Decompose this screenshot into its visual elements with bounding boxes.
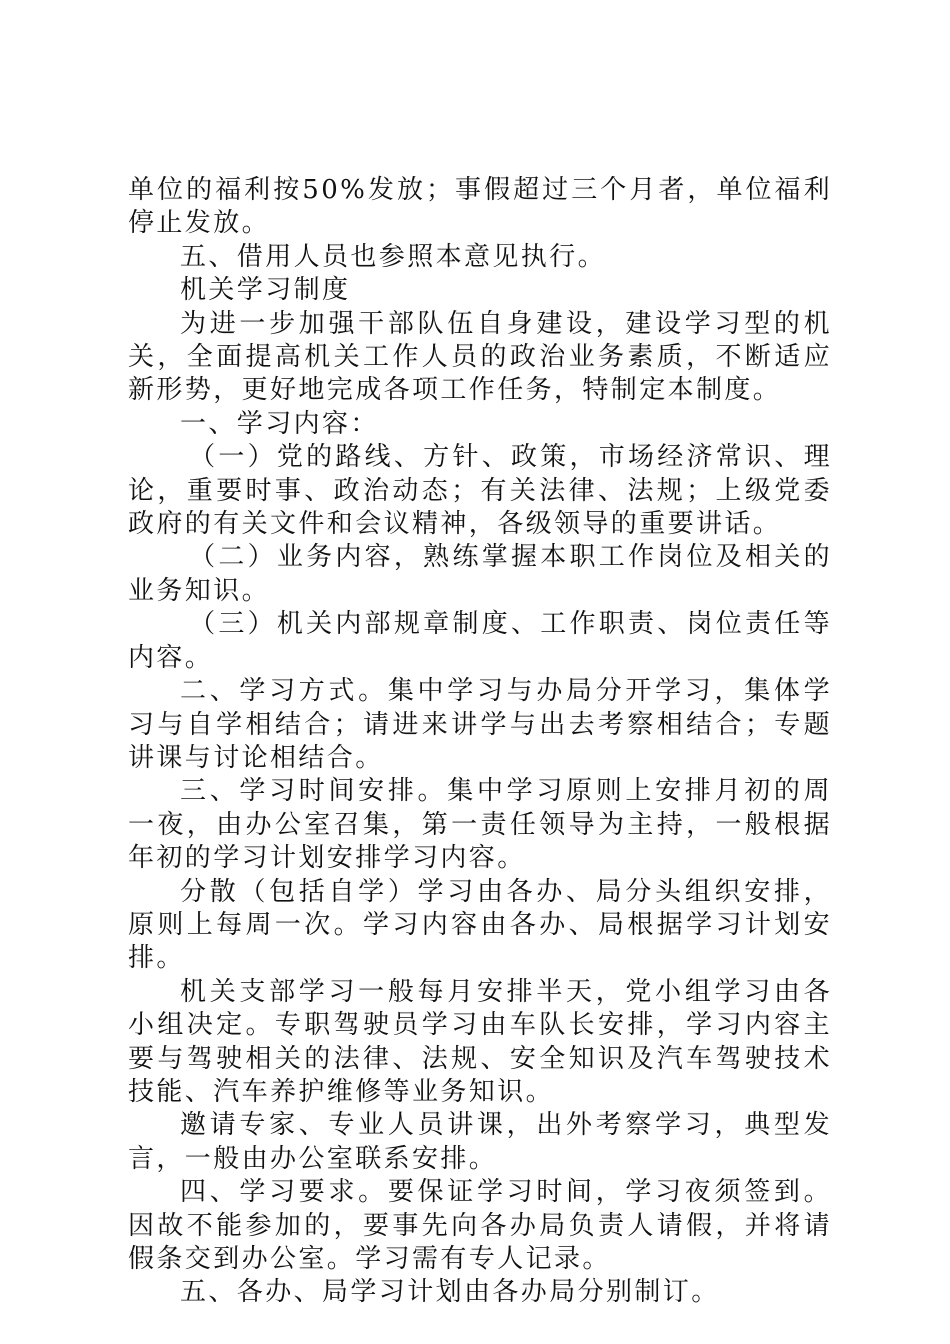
paragraph-expert-lectures: 邀请专家、专业人员讲课，出外考察学习，典型发言，一般由办公室联系安排。: [128, 1110, 832, 1174]
paragraph-branch-study: 机关支部学习一般每月安排半天，党小组学习由各小组决定。专职驾驶员学习由车队长安排，学习内容主要与驾驶相关的法律、法规、安全知识及汽车驾驶技术技能、汽车养护维修等业务知识。: [128, 976, 832, 1107]
paragraph-content-item-1: （一）党的路线、方针、政策，市场经济常识、理论，重要时事、政治动态；有关法律、法规；上级党委政府的有关文件和会议精神，各级领导的重要讲话。: [128, 442, 832, 540]
paragraph-purpose: 为进一步加强干部队伍自身建设，建设学习型的机关，全面提高机关工作人员的政治业务素质，不断适应新形势，更好地完成各项工作任务，特制定本制度。: [128, 308, 832, 406]
paragraph-study-plans: 五、各办、局学习计划由各办局分别制订。: [180, 1277, 720, 1308]
document-body: [128, 174, 832, 1310]
paragraph-borrowed-staff: 五、借用人员也参照本意见执行。: [180, 241, 607, 272]
section-title-study-system: 机关学习制度: [180, 275, 351, 306]
paragraph-study-methods: 二、学习方式。集中学习与办局分开学习，集体学习与自学相结合；请进来讲学与出去考察相结合；专题讲课与讨论相结合。: [128, 676, 832, 773]
paragraph-content-item-2: （二）业务内容，熟练掌握本职工作岗位及相关的业务知识。: [128, 542, 832, 606]
paragraph-study-requirements: 四、学习要求。要保证学习时间，学习夜须签到。因故不能参加的，要事先向各办局负责人请假，并将请假条交到办公室。学习需有专人记录。: [128, 1177, 832, 1274]
paragraph-decentralized-study: 分散（包括自学）学习由各办、局分头组织安排，原则上每周一次。学习内容由各办、局根据学习计划安排。: [128, 876, 832, 974]
paragraph-welfare-continuation: 单位的福利按50%发放；事假超过三个月者，单位福利停止发放。: [128, 175, 832, 239]
paragraph-study-schedule: 三、学习时间安排。集中学习原则上安排月初的周一夜，由办公室召集，第一责任领导为主持，一般根据年初的学习计划安排学习内容。: [128, 776, 832, 874]
heading-study-content: 一、学习内容：: [180, 408, 379, 439]
paragraph-content-item-3: （三）机关内部规章制度、工作职责、岗位责任等内容。: [128, 609, 832, 673]
